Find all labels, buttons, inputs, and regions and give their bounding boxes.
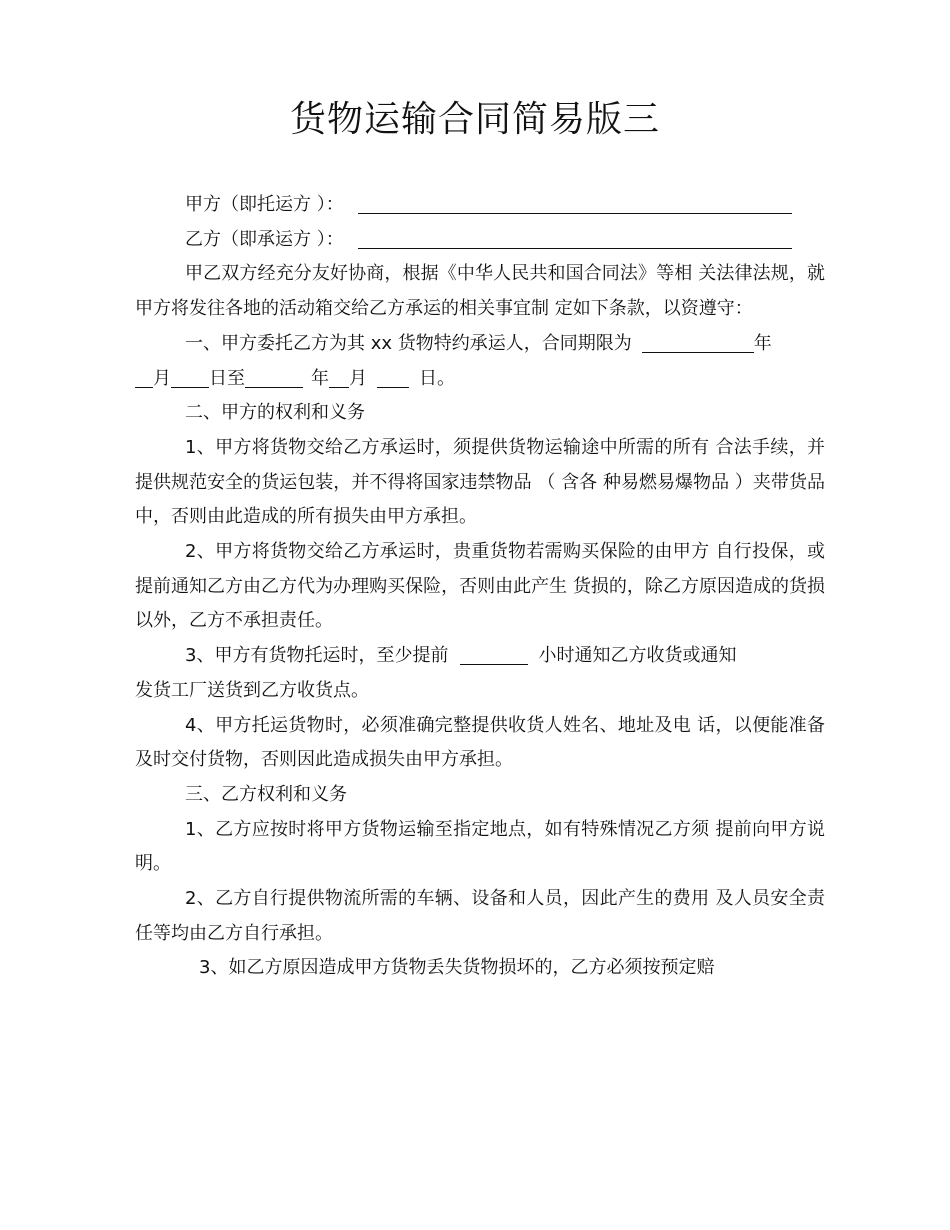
clause-1-month2-label: 月 xyxy=(349,367,367,389)
section-2-item-3-text-b: 小时通知乙方收货或通知 xyxy=(538,645,737,667)
section-3-heading: 三、乙方权利和义务 xyxy=(185,783,347,805)
party-a-line xyxy=(135,188,825,223)
party-b-line xyxy=(135,223,825,258)
section-2-item-4: 4、甲方托运货物时，必须准确完整提供收货人姓名、地址及电 话，以便能准备及时交付货物，否则因此造成损失由甲方承担。 xyxy=(135,714,825,771)
clause-1-year-label: 年 xyxy=(753,332,772,354)
contract-start-month-blank xyxy=(135,365,153,388)
contract-end-year-blank xyxy=(245,365,303,388)
party-b-blank xyxy=(358,226,792,249)
section-2-item-3-text-c: 发货工厂送货到乙方收货点。 xyxy=(135,679,369,701)
section-3-item-1: 1、乙方应按时将甲方货物运输至指定地点，如有特殊情况乙方须 提前向甲方说明。 xyxy=(135,818,825,875)
section-2-item-2: 2、甲方将货物交给乙方承运时，贵重货物若需购买保险的由甲方 自行投保，或提前通知乙方由乙方代为办理购买保险，否则由此产生 货损的，除乙方原因造成的货损以外，乙方不承担责任。 xyxy=(135,541,825,632)
document-title: 货物运输合同简易版三 xyxy=(289,99,660,140)
section-2-item-1: 1、甲方将货物交给乙方承运时，须提供货物运输途中所需的所有 合法手续，并提供规范安全的货运包装，并不得将国家违禁物品 （ 含各 种易燃易爆物品 ）夹带货品中，否则由此造成的所有损失由甲方承担。 xyxy=(135,436,825,528)
clause-1-day-to-label: 日至 xyxy=(209,367,245,389)
section-3-item-2: 2、乙方自行提供物流所需的车辆、设备和人员，因此产生的费用 及人员安全责任等均由乙方自行承担。 xyxy=(135,888,825,944)
party-a-label: 甲方（即托运方 ）： xyxy=(185,194,344,215)
contract-start-year-blank xyxy=(642,330,754,353)
section-2-item-3 xyxy=(135,639,825,708)
clause-1-month-label: 月 xyxy=(153,367,171,389)
contract-end-day-blank xyxy=(377,365,409,388)
contract-end-month-blank xyxy=(329,365,349,388)
clause-1-text: 一、甲方委托乙方为其 xx 货物特约承运人，合同期限为 xyxy=(185,332,632,354)
document-body xyxy=(135,188,825,986)
preamble-paragraph: 甲乙双方经充分友好协商，根据《中华人民共和国合同法》等相 关法律法规，就甲方将发往各地的活动箱交给乙方承运的相关事宜制 定如下条款，以资遵守： xyxy=(135,263,825,320)
notice-hours-blank xyxy=(460,642,528,665)
clause-1-end-label: 日。 xyxy=(419,367,455,389)
section-3-item-3: 3、如乙方原因造成甲方货物丢失货物损坏的，乙方必须按预定赔 xyxy=(199,957,715,979)
party-b-label: 乙方（即承运方 ）： xyxy=(185,228,344,250)
contract-start-day-blank xyxy=(171,365,209,388)
section-2-item-3-text-a: 3、甲方有货物托运时，至少提前 xyxy=(185,645,449,667)
clause-1-year2-label: 年 xyxy=(311,367,329,389)
clause-1-paragraph xyxy=(135,327,825,396)
section-2-heading: 二、甲方的权利和义务 xyxy=(185,402,365,424)
party-a-blank xyxy=(358,191,792,214)
